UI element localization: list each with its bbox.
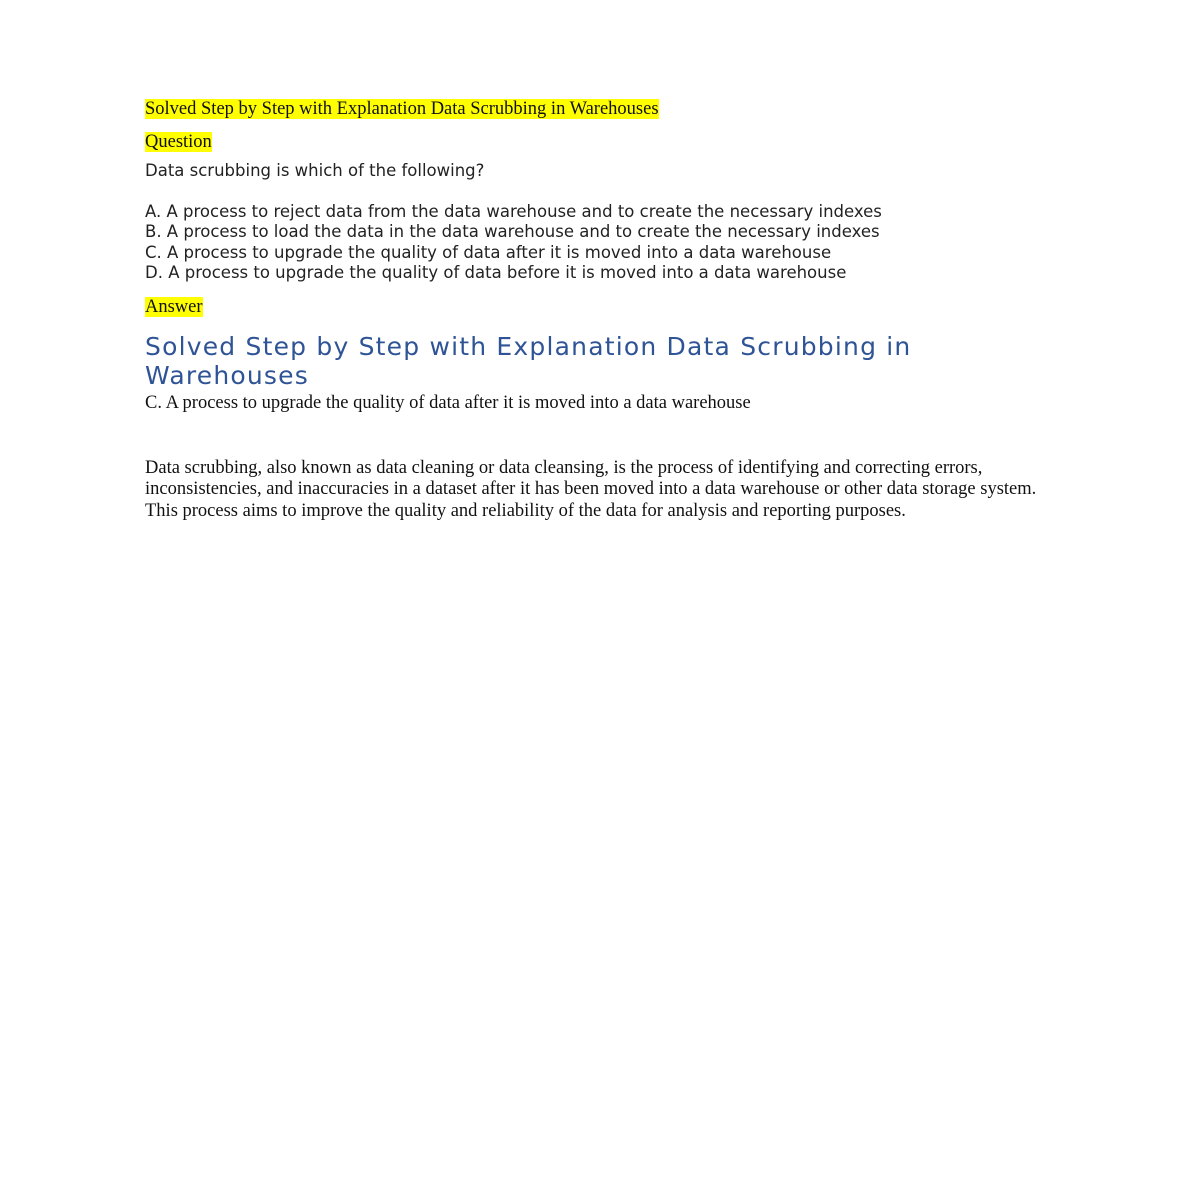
answer-heading: Solved Step by Step with Explanation Data Scrubbing in Warehouses <box>145 331 912 390</box>
answer-text: C. A process to upgrade the quality of data after it is moved into a data warehouse <box>145 392 751 413</box>
option-b: B. A process to load the data in the data warehouse and to create the necessary indexes <box>145 222 880 241</box>
answer-options-list <box>145 202 1055 284</box>
answer-label-text: Answer <box>145 296 203 317</box>
answer-label <box>145 296 1055 318</box>
question-text: Data scrubbing is which of the following? <box>145 161 485 180</box>
option-d: D. A process to upgrade the quality of data before it is moved into a data warehouse <box>145 263 847 282</box>
explanation-paragraph: Data scrubbing, also known as data cleaning or data cleansing, is the process of identifying and correcting errors, inconsistencies, and inaccuracies in a dataset after it has been moved into a data warehouse or other data storage system. This process aims to improve the quality and reliability of the data for analysis and reporting purposes. <box>145 457 1037 521</box>
option-a: A. A process to reject data from the data warehouse and to create the necessary indexes <box>145 201 882 221</box>
question-label-text: Question <box>145 132 212 152</box>
document-title-text: Solved Step by Step with Explanation Data Scrubbing in Warehouses <box>145 99 659 119</box>
document-title <box>145 98 1055 120</box>
option-c: C. A process to upgrade the quality of data after it is moved into a data warehouse <box>145 242 832 262</box>
question-label <box>145 131 1055 153</box>
